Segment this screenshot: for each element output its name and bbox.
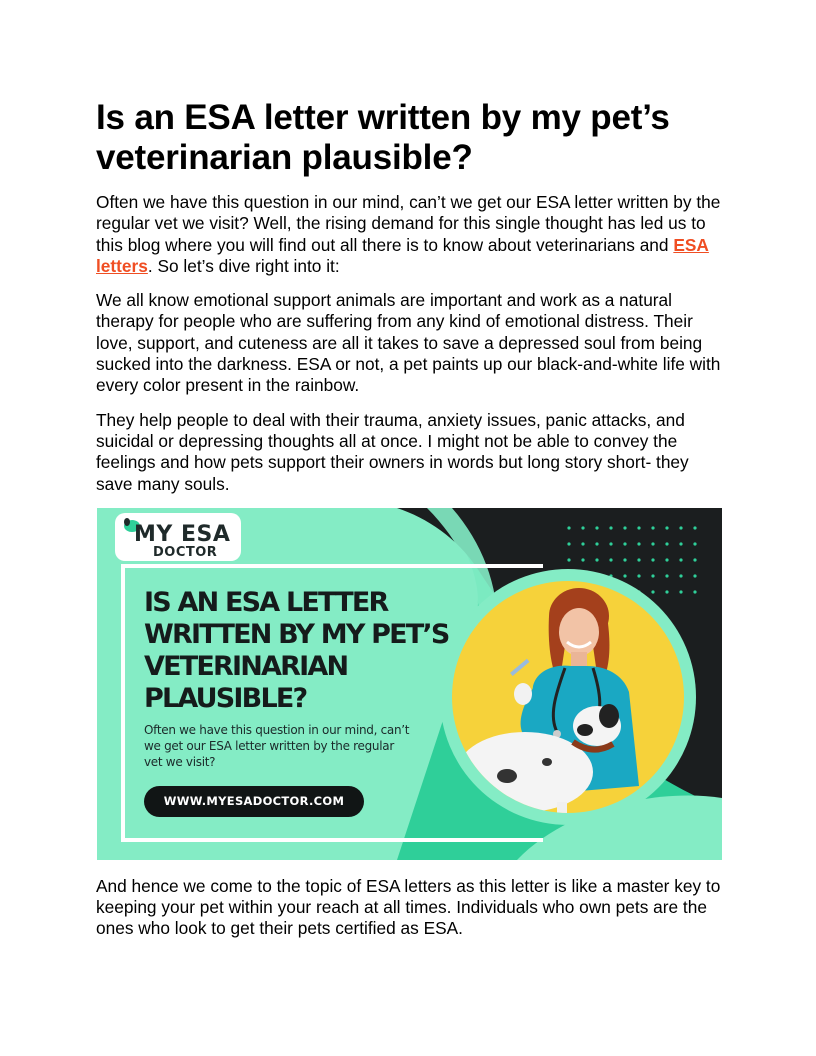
brand-logo <box>115 513 241 561</box>
paragraph-intro-start: Often we have this question in our mind, can’t we get our ESA letter written by the regular vet we visit? Well, the rising demand for this single thought has led us to this blog where you will find out all there is to know about veterinarians and <box>96 192 721 255</box>
logo-text-line1: MY ESA <box>134 521 231 547</box>
paragraph-esa-letters-topic: And hence we come to the topic of ESA letters as this letter is like a master key to keeping your pet within your reach at all times. Individuals who own pets are the ones who look to get their pets certified as ESA. <box>96 875 721 939</box>
paragraph-intro <box>96 192 724 277</box>
banner-headline: IS AN ESA LETTER WRITTEN BY MY PET’S VETERINARIAN PLAUSIBLE? <box>144 586 449 714</box>
paragraph-support-animals: We all know emotional support animals are important and work as a natural therapy for people who are suffering from any kind of emotional distress. Their love, support, and cuteness are all it takes to save a depressed soul from being sucked into the darkness. ESA or not, a pet paints up our black-and-white life with every color present in the rainbow. <box>96 290 721 396</box>
esa-letters-link[interactable]: ESA letters <box>96 234 709 276</box>
banner-subtitle: Often we have this question in our mind, can’t we get our ESA letter written by the regular vet we visit? <box>144 722 410 769</box>
article <box>96 98 724 953</box>
paragraph-pet-help: They help people to deal with their trauma, anxiety issues, panic attacks, and suicidal or depressing thoughts all at once. I might not be able to convey the feelings and how pets support their owners in words but long story short- they save many souls. <box>96 409 689 494</box>
vet-with-dog-photo <box>437 566 699 828</box>
banner-url-pill: WWW.MYESADOCTOR.COM <box>144 786 364 817</box>
article-banner-image <box>97 508 722 860</box>
paragraph-intro-end: . So let’s dive right into it: <box>147 255 340 276</box>
logo-text-line2: DOCTOR <box>153 544 218 560</box>
article-title: Is an ESA letter written by my pet’s veterinarian plausible? <box>96 98 670 177</box>
